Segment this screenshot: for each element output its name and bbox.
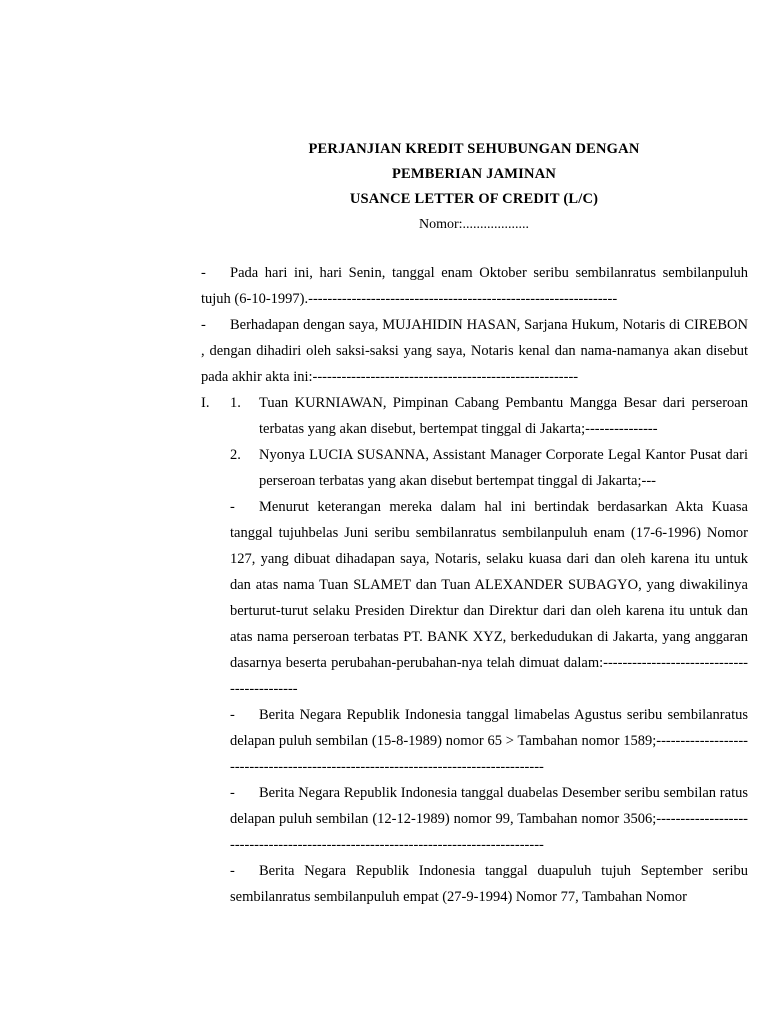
- document-number: Nomor:...................: [418, 217, 530, 232]
- party-item-1: [201, 390, 748, 442]
- power-of-attorney-mark: -: [230, 499, 235, 515]
- party-item-2: [201, 442, 748, 494]
- gazette-item-3-mark: -: [230, 863, 235, 879]
- gazette-item-3: [201, 858, 748, 910]
- paragraph-date-mark: -: [201, 265, 206, 281]
- title-line-1: PERJANJIAN KREDIT SEHUBUNGAN DENGAN: [308, 141, 640, 157]
- gazette-item-1-text: Berita Negara Republik Indonesia tanggal limabelas Agustus seribu sembilanratus delapan puluh sembilan (15-8-1989) nomor 65 > Tambahan nomor 1589;------------------------------------------------------------------------------------: [230, 707, 748, 775]
- party-item-2-text: Nyonya LUCIA SUSANNA, Assistant Manager Corporate Legal Kantor Pusat dari perseroan terbatas yang akan disebut bertempat tinggal di Jakarta;---: [259, 447, 748, 489]
- title-line-2: PEMBERIAN JAMINAN: [391, 166, 557, 182]
- gazette-item-2: [201, 780, 748, 858]
- party-item-1-number: 1.: [230, 395, 241, 411]
- document-title-block: [200, 137, 748, 237]
- title-line-3: USANCE LETTER OF CREDIT (L/C): [349, 191, 599, 207]
- power-of-attorney-paragraph: [201, 494, 748, 702]
- gazette-item-2-mark: -: [230, 785, 235, 801]
- roman-numeral: I.: [201, 395, 210, 411]
- power-of-attorney-text: Menurut keterangan mereka dalam hal ini bertindak berdasarkan Akta Kuasa tanggal tujuhbelas Juni seribu sembilanratus sembilanpuluh enam (17-6-1996) Nomor 127, yang dibuat dihadapan saya, Notaris, selaku kuasa dari dan oleh karena itu untuk dan atas nama Tuan SLAMET dan Tuan ALEXANDER SUBAGYO, yang diwakilinya berturut-turut selaku Presiden Direktur dan Direktur dari dan oleh karena itu untuk dan atas nama perseroan terbatas PT. BANK XYZ, berkedudukan di Jakarta, yang anggaran dasarnya beserta perubahan-perubahan-nya telah dimuat dalam:--------------------------------------------: [230, 499, 748, 697]
- party-item-1-text: Tuan KURNIAWAN, Pimpinan Cabang Pembantu Mangga Besar dari perseroan terbatas yang akan disebut, bertempat tinggal di Jakarta;---------------: [259, 395, 748, 437]
- gazette-item-3-text: Berita Negara Republik Indonesia tanggal duapuluh tujuh September seribu sembilanratus sembilanpuluh empat (27-9-1994) Nomor 77, Tambahan Nomor: [230, 863, 748, 905]
- paragraph-appearance-mark: -: [201, 317, 206, 333]
- document-body: [201, 260, 748, 910]
- gazette-item-2-text: Berita Negara Republik Indonesia tanggal duabelas Desember seribu sembilan ratus delapan puluh sembilan (12-12-1989) nomor 99, Tambahan nomor 3506;------------------------------------------------------------------------------------: [230, 785, 748, 853]
- gazette-item-1: [201, 702, 748, 780]
- party-item-2-number: 2.: [230, 447, 241, 463]
- paragraph-date-text: Pada hari ini, hari Senin, tanggal enam Oktober seribu sembilanratus sembilanpuluh tujuh (6-10-1997).----------------------------------------------------------------: [201, 265, 748, 307]
- gazette-item-1-mark: -: [230, 707, 235, 723]
- paragraph-appearance-text: Berhadapan dengan saya, MUJAHIDIN HASAN, Sarjana Hukum, Notaris di CIREBON , dengan dihadiri oleh saksi-saksi yang saya, Notaris kenal dan nama-namanya akan disebut pada akhir akta ini:-------------------------------------------------------: [201, 317, 748, 385]
- paragraph-date: [201, 260, 748, 312]
- paragraph-appearance: [201, 312, 748, 390]
